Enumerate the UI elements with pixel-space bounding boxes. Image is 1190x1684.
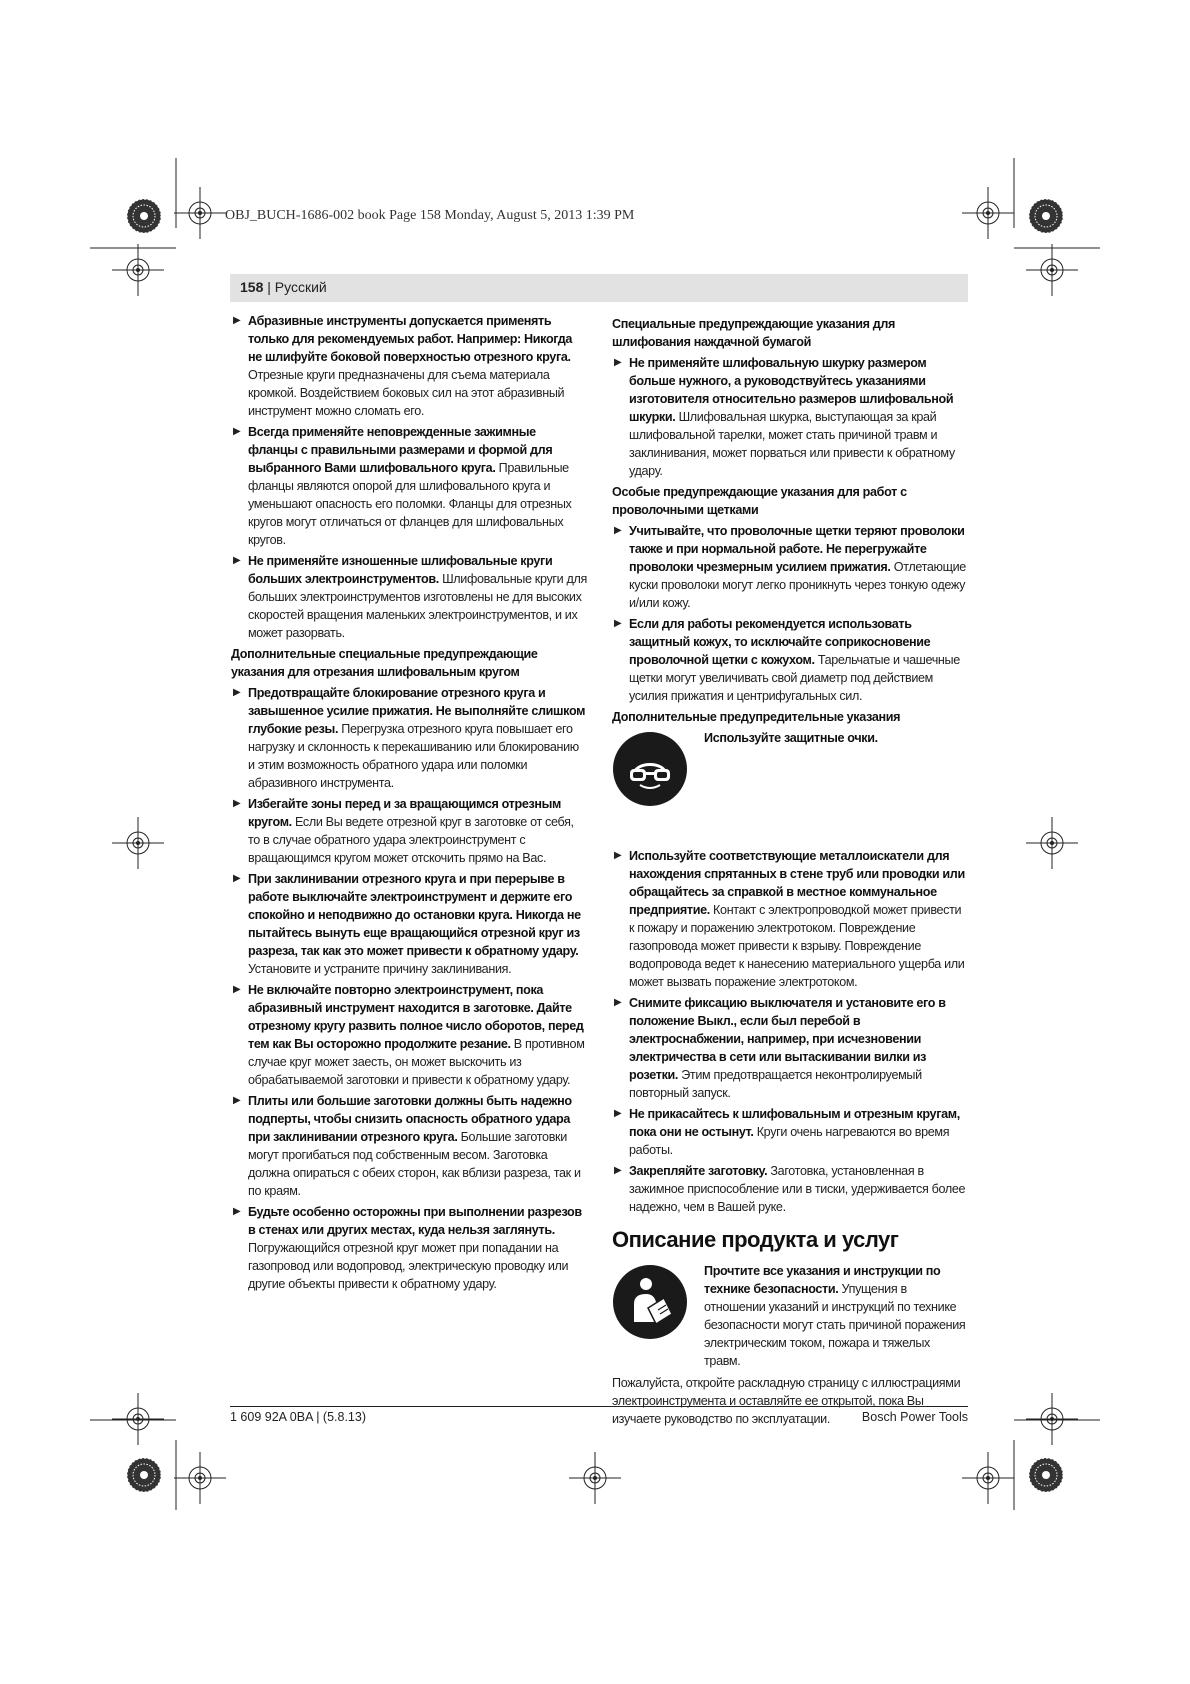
item-text: Отлетающие куски проволоки могут легко проникнуть через тонкую одежу и/или кожу.	[629, 560, 966, 610]
item-text: В противном случае круг может заесть, он может выскочить из обрабатываемой заготовки и привести к обратному удару.	[248, 1037, 585, 1087]
item-text: Контакт с электропроводкой может привести к пожару и поражению электротоком. Повреждение газопровода может привести к взрыву. Повреждение водопровода ведет к нанесению материального ущерба или может вызвать поражение электротоком.	[629, 903, 965, 989]
header-language: Русский	[274, 279, 327, 295]
left-column	[231, 312, 587, 1296]
list-item	[612, 615, 968, 705]
list-item	[231, 795, 587, 867]
item-bold: Используйте соответствующие металлоискатели для нахождения спрятанных в стене труб или проводки или обращайтесь за справкой в местное коммунальное предприятие.	[629, 849, 965, 917]
bullet-arrow-icon: ▶	[233, 798, 241, 809]
item-bold: Не прикасайтесь к шлифовальным и отрезным кругам, пока они не остынут.	[629, 1107, 960, 1139]
bullet-arrow-icon: ▶	[614, 525, 622, 536]
item-text: Установите и устраните причину заклинивания.	[248, 962, 512, 976]
list-item	[231, 1092, 587, 1200]
footer-brand: Bosch Power Tools	[861, 1410, 968, 1424]
item-bold: Будьте особенно осторожны при выполнении разрезов в стенах или других местах, куда нельзя заглянуть.	[248, 1205, 582, 1237]
item-text: Тарельчатые и чашечные щетки могут увеличивать свой диаметр под действием усилия прижатия и центрифугальных сил.	[629, 653, 960, 703]
item-text: Этим предотвращается неконтролируемый повторный запуск.	[629, 1068, 922, 1100]
subheading-cutoff: Дополнительные специальные предупреждающие указания для отрезания шлифовальным кругом	[231, 647, 538, 679]
list-item	[612, 1162, 968, 1216]
item-bold: При заклинивании отрезного круга и при перерыве в работе выключайте электроинструмент и держите его спокойно и неподвижно до остановки круга. Никогда не пытайтесь вынуть еще вращающийся отрезной круг из разреза, так как это может привести к обратному удару.	[248, 872, 581, 958]
manual-text	[704, 1262, 968, 1370]
bullet-arrow-icon: ▶	[614, 618, 622, 629]
list-item	[612, 522, 968, 612]
subheading-wire-brushes: Особые предупреждающие указания для работ с проволочными щетками	[612, 485, 907, 517]
item-bold: Всегда применяйте неповрежденные зажимные фланцы с правильными размерами и формой для выбранного Вами шлифовального круга.	[248, 425, 553, 475]
item-text: Отрезные круги предназначены для съема материала кромкой. Воздействием боковых сил на этот абразивный инструмент можно сломать его.	[248, 368, 565, 418]
list-item	[231, 870, 587, 978]
item-text: Погружающийся отрезной круг может при попадании на газопровод или водопровод, электрическую проводку или другие объекты привести к обратному удару.	[248, 1241, 569, 1291]
section-title: Описание продукта и услуг	[612, 1227, 899, 1252]
list-item	[612, 354, 968, 480]
item-bold: Учитывайте, что проволочные щетки теряют проволоки также и при нормальной работе. Не перегружайте проволоки чрезмерным усилием прижатия.	[629, 524, 965, 574]
printer-info-line: OBJ_BUCH-1686-002 book Page 158 Monday, August 5, 2013 1:39 PM	[225, 208, 635, 223]
footer-doc-number: 1 609 92A 0BA | (5.8.13)	[230, 1410, 366, 1424]
list-item	[231, 423, 587, 549]
list-item	[231, 1203, 587, 1293]
item-text: Шлифовальная шкурка, выступающая за край шлифовальной тарелки, может стать причиной травм и заклинивания, может порваться или привести к обратному удару.	[629, 410, 955, 478]
item-bold: Абразивные инструменты допускается применять только для рекомендуемых работ. Например: Никогда не шлифуйте боковой поверхностью отрезного круга.	[248, 314, 573, 364]
list-item	[231, 981, 587, 1089]
bullet-arrow-icon: ▶	[233, 687, 241, 698]
subheading-additional: Дополнительные предупредительные указания	[612, 710, 901, 724]
item-bold: Плиты или большие заготовки должны быть надежно подперты, чтобы снизить опасность обратного удара при заклинивании отрезного круга.	[248, 1094, 572, 1144]
list-item	[612, 847, 968, 991]
item-bold: Не применяйте изношенные шлифовальные круги больших электроинструментов.	[248, 554, 553, 586]
item-bold: Закрепляйте заготовку.	[629, 1164, 768, 1178]
item-bold: Не включайте повторно электроинструмент, пока абразивный инструмент находится в заготовке. Дайте отрезному кругу развить полное число оборотов, перед тем как Вы осторожно продолжите резание.	[248, 983, 584, 1051]
goggles-text: Используйте защитные очки.	[704, 731, 878, 745]
safety-goggles-icon	[612, 731, 688, 807]
item-text: Круги очень нагреваются во время работы.	[629, 1125, 950, 1157]
goggles-warning	[612, 729, 968, 825]
header-text	[240, 279, 327, 295]
item-bold: Если для работы рекомендуется использовать защитный кожух, то исключайте соприкосновение проволочной щетки с кожухом.	[629, 617, 931, 667]
list-item	[231, 312, 587, 420]
bullet-arrow-icon: ▶	[614, 1165, 622, 1176]
item-text: Правильные фланцы являются опорой для шлифовального круга и уменьшают опасность его поломки. Фланцы для отрезных кругов могут отличаться от фланцев для шлифовальных кругов.	[248, 461, 572, 547]
bullet-arrow-icon: ▶	[233, 426, 241, 437]
item-text: Шлифовальные круги для больших электроинструментов изготовлены не для высоких скоростей вращения маленьких электроинструментов, и их может разорвать.	[248, 572, 587, 640]
manual-body: Упущения в отношении указаний и инструкций по технике безопасности могут стать причиной поражения электрическим током, пожара и тяжелых травм.	[704, 1282, 966, 1368]
read-manual-icon	[612, 1264, 688, 1340]
item-text: Заготовка, установленная в зажимное приспособление или в тиски, удерживается более надежно, чем в Вашей руке.	[629, 1164, 966, 1214]
right-column	[612, 312, 968, 1428]
item-text: Перегрузка отрезного круга повышает его нагрузку и склонность к перекашиванию или блокированию и этим возможность обратного удара или поломки абразивного инструмента.	[248, 722, 579, 790]
bullet-arrow-icon: ▶	[233, 555, 241, 566]
list-item	[231, 684, 587, 792]
list-item	[612, 994, 968, 1102]
item-bold: Предотвращайте блокирование отрезного круга и завышенное усилие прижатия. Не выполняйте слишком глубокие резы.	[248, 686, 586, 736]
item-bold: Избегайте зоны перед и за вращающимся отрезным кругом.	[248, 797, 562, 829]
bullet-arrow-icon: ▶	[233, 315, 241, 326]
bullet-arrow-icon: ▶	[614, 997, 622, 1008]
manual-warning	[612, 1262, 968, 1370]
bullet-arrow-icon: ▶	[614, 1108, 622, 1119]
bullet-arrow-icon: ▶	[233, 1095, 241, 1106]
bullet-arrow-icon: ▶	[614, 850, 622, 861]
bullet-arrow-icon: ▶	[233, 984, 241, 995]
subheading-sanding: Специальные предупреждающие указания для шлифования наждачной бумагой	[612, 317, 896, 349]
bullet-arrow-icon: ▶	[233, 873, 241, 884]
list-item	[612, 1105, 968, 1159]
bullet-arrow-icon: ▶	[614, 357, 622, 368]
item-text: Если Вы ведете отрезной круг в заготовке от себя, то в случае обратного удара электроинструмент с вращающимся кругом может отскочить прямо на Вас.	[248, 815, 574, 865]
list-item	[231, 552, 587, 642]
page-number: 158	[240, 279, 264, 295]
page-header	[230, 274, 968, 302]
manual-bold: Прочтите все указания и инструкции по технике безопасности.	[704, 1264, 941, 1296]
closing-paragraph: Пожалуйста, откройте раскладную страницу с иллюстрациями электроинструмента и оставляйте ее открытой, пока Вы изучаете руководство по эксплуатации.	[612, 1376, 961, 1426]
item-bold: Снимите фиксацию выключателя и установите его в положение Выкл., если был перебой в электроснабжении, например, при исчезновении электричества в сети или вытаскивании вилки из розетки.	[629, 996, 946, 1082]
header-separator: |	[263, 279, 275, 295]
bullet-arrow-icon: ▶	[233, 1206, 241, 1217]
footer-rule	[230, 1406, 968, 1407]
item-bold: Не применяйте шлифовальную шкурку размером больше нужного, а руководствуйтесь указаниями изготовителя относительно размеров шлифовальной шкурки.	[629, 356, 954, 424]
item-text: Большие заготовки могут прогибаться под собственным весом. Заготовка должна опираться с обеих сторон, как вблизи разреза, так и по краям.	[248, 1130, 581, 1198]
